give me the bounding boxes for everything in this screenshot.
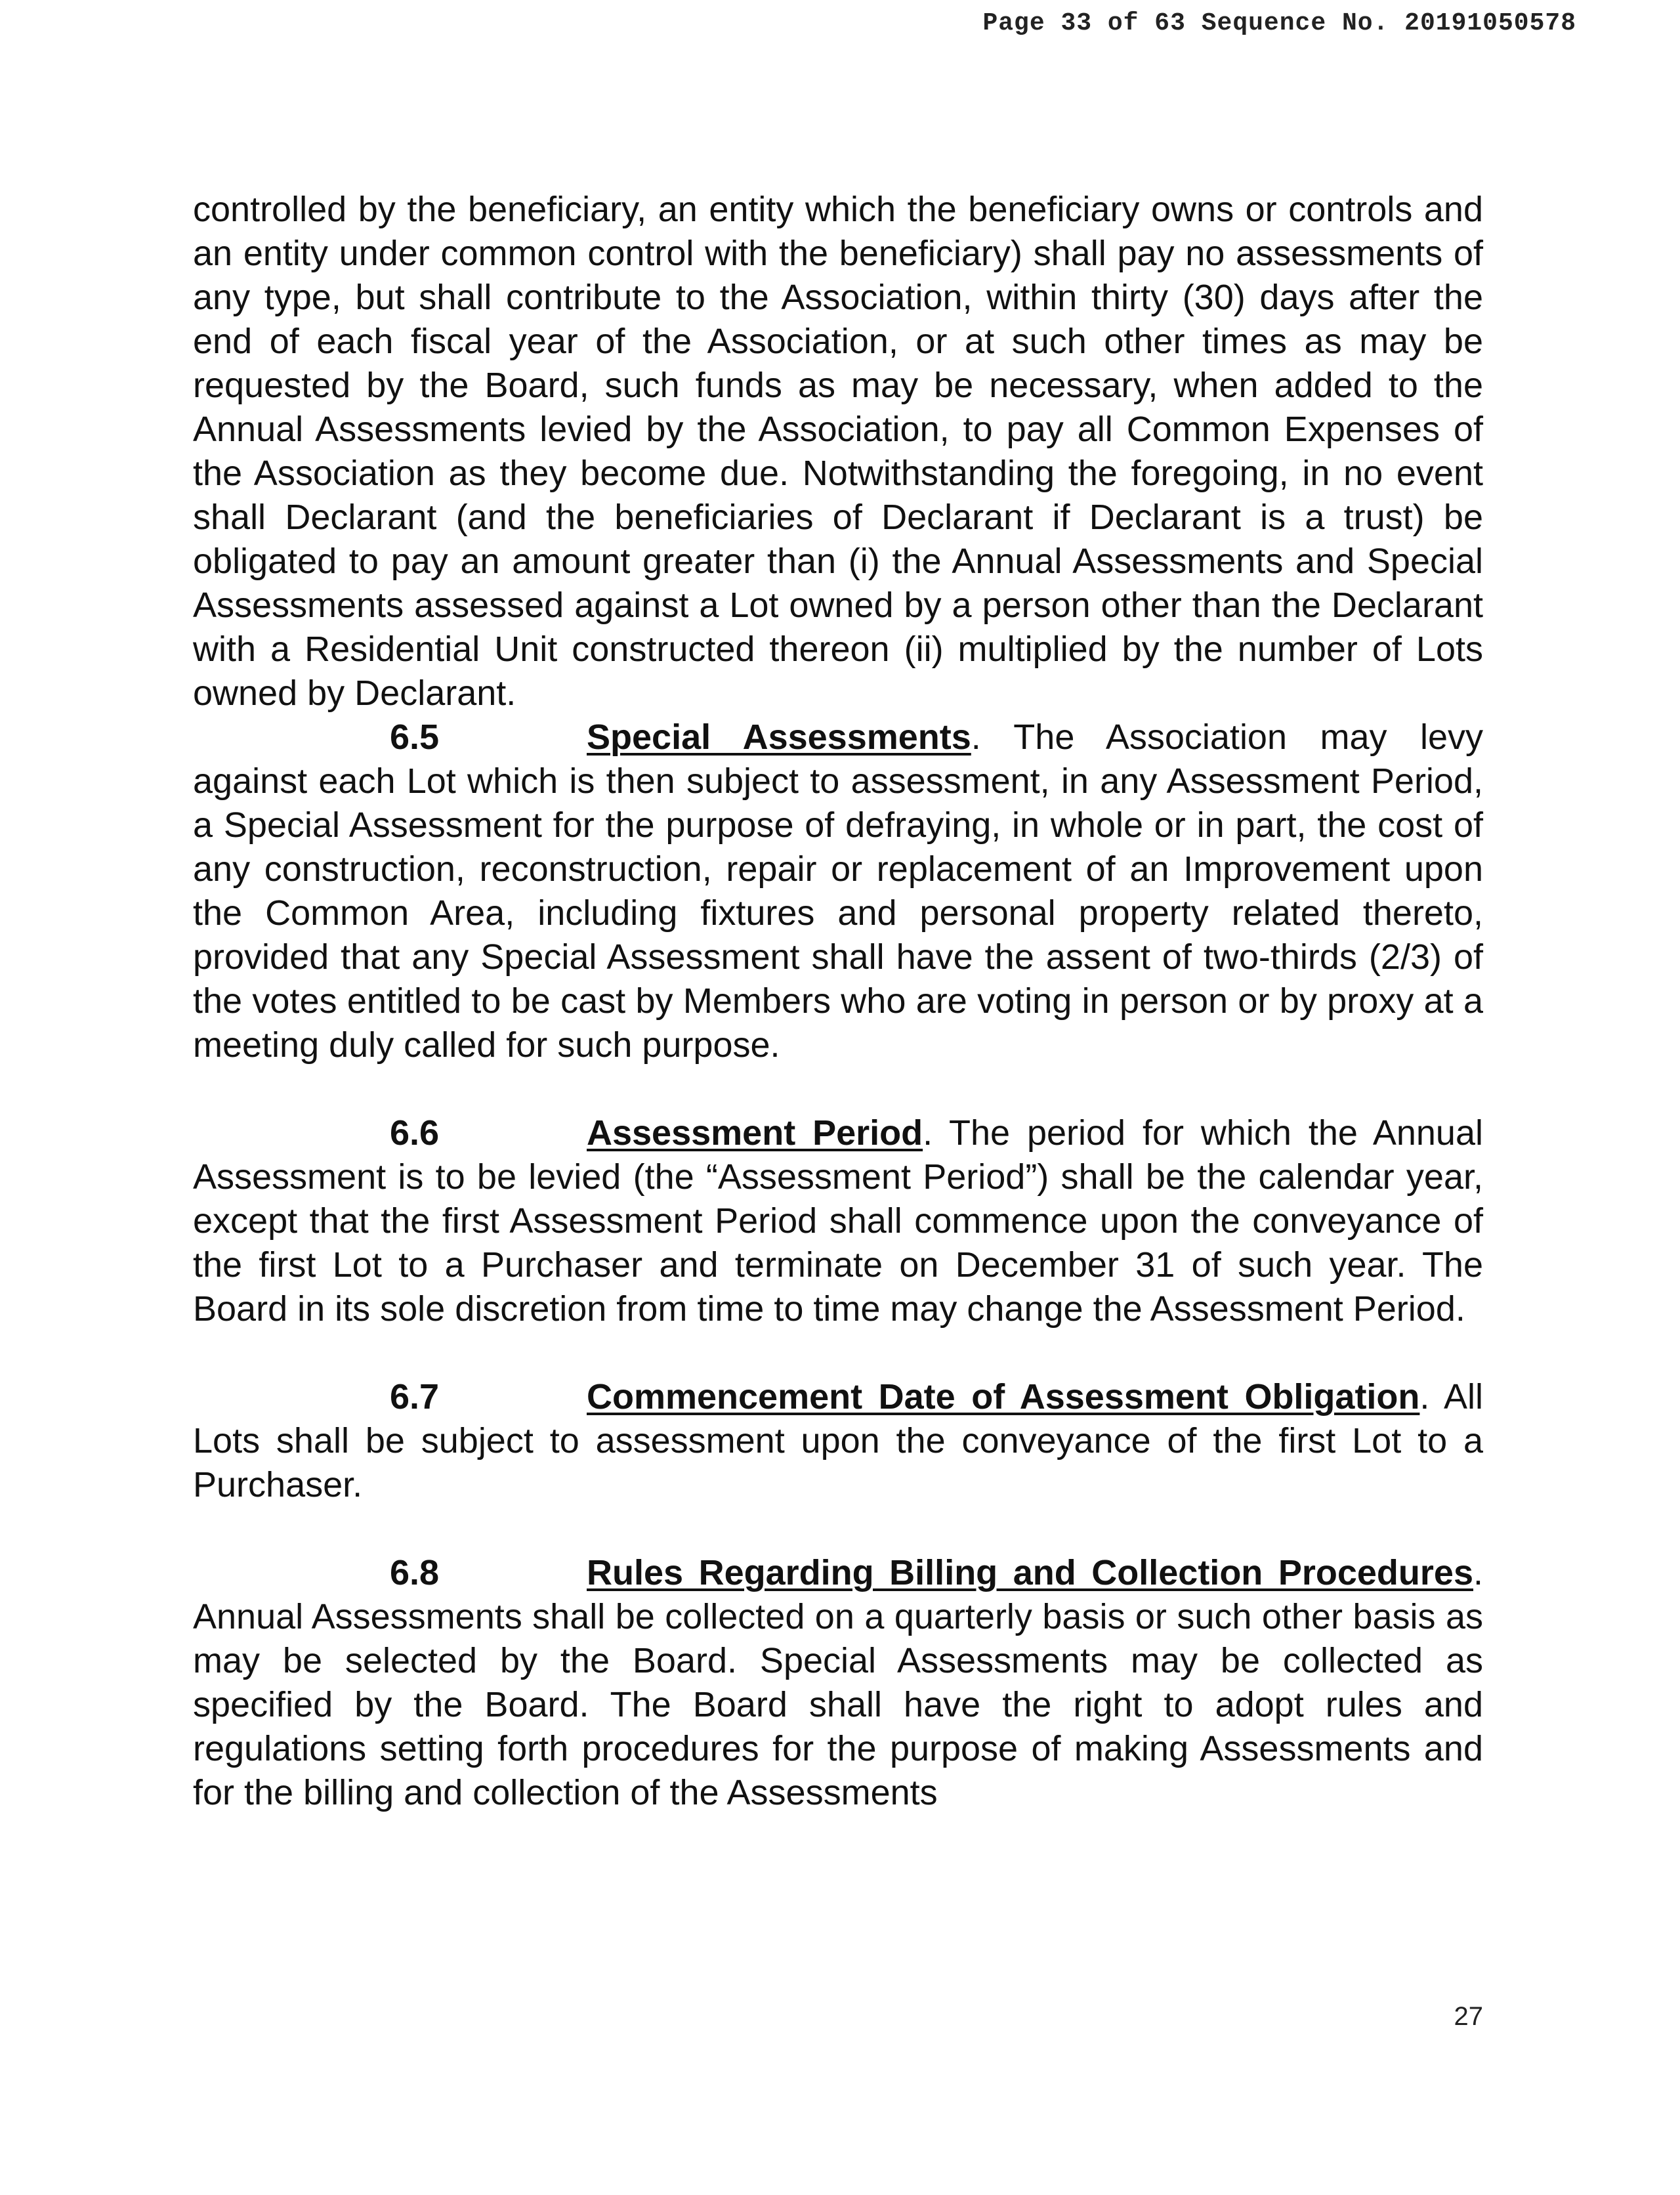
section-text: . All Lots shall be subject to assessment upon the conveyance of the first Lot to a Purchaser. (193, 1377, 1483, 1504)
section-title: Rules Regarding Billing and Collection Procedures (587, 1553, 1473, 1592)
section-number: 6.6 (390, 1113, 440, 1153)
section-title: Special Assessments (587, 717, 971, 757)
page-number: 27 (1454, 2002, 1483, 2031)
section-text: . The Association may levy against each Lot which is then subject to assessment, in any Assessment Period, a Special Assessment for the purpose of defraying, in whole or in part, the cost of any construction, reconstruction, repair or replacement of an Improvement upon the Common Area, including fixtures and personal property related thereto, provided that any Special Assessment shall have the assent of two-thirds (2/3) of the votes entitled to be cast by Members who are voting in person or by proxy at a meeting duly called for such purpose. (193, 717, 1484, 1065)
section-title: Commencement Date of Assessment Obligation (587, 1377, 1420, 1417)
section-number: 6.8 (390, 1553, 440, 1592)
section-6-5 (193, 715, 1483, 1067)
section-number: 6.7 (390, 1377, 440, 1417)
document-body (193, 188, 1483, 1815)
section-number: 6.5 (390, 717, 440, 757)
continuation-paragraph: controlled by the beneficiary, an entity which the beneficiary owns or controls and an entity under common control with the beneficiary) shall pay no assessments of any type, but shall contribute to the Association, within thirty (30) days after the end of each fiscal year of the Association, or at such other times as may be requested by the Board, such funds as may be necessary, when added to the Annual Assessments levied by the Association, to pay all Common Expenses of the Association as they become due. Notwithstanding the foregoing, in no event shall Declarant (and the beneficiaries of Declarant if Declarant is a trust) be obligated to pay an amount greater than (i) the Annual Assessments and Special Assessments assessed against a Lot owned by a person other than the Declarant with a Residential Unit constructed thereon (ii) multiplied by the number of Lots owned by Declarant. (193, 190, 1483, 713)
section-text: . Annual Assessments shall be collected on a quarterly basis or such other basis as may be selected by the Board. Special Assessments may be collected as specified by the Board. The Board shall have the right to adopt rules and regulations setting forth procedures for the purpose of making Assessments and for the billing and collection of the Assessments (193, 1553, 1483, 1812)
section-title: Assessment Period (587, 1113, 923, 1153)
section-6-7 (193, 1375, 1483, 1507)
page-sequence-header: Page 33 of 63 Sequence No. 20191050578 (982, 9, 1576, 37)
section-text: . The period for which the Annual Assessment is to be levied (the “Assessment Period”) shall be the calendar year, except that the first Assessment Period shall commence upon the conveyance of the first Lot to a Purchaser and terminate on December 31 of such year. The Board in its sole discretion from time to time may change the Assessment Period. (193, 1113, 1483, 1329)
section-6-6 (193, 1111, 1483, 1331)
section-6-8 (193, 1551, 1483, 1815)
